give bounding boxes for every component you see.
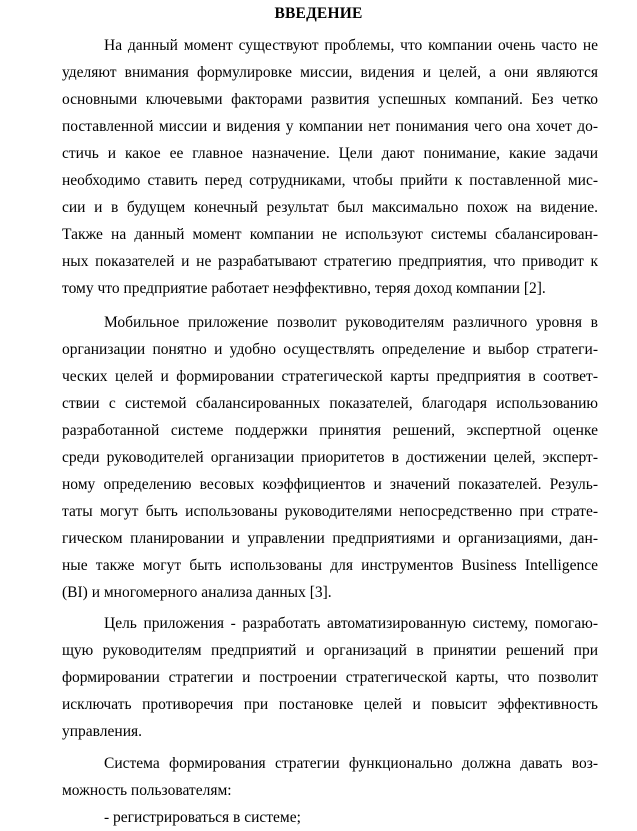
paragraph-line: ных показателей и не разрабатывают стратегию предприятия, что приводит к xyxy=(62,253,598,270)
paragraph-line: ствии с системой сбалансированных показателей, благодаря использованию xyxy=(62,395,598,412)
paragraph-line: уделяют внимания формулировке миссии, видения и целей, а они являются xyxy=(62,64,598,81)
paragraph-line: ческих целей и формировании стратегической карты предприятия в соответ- xyxy=(62,368,598,385)
paragraph-line: среди руководителей организации приоритетов в достижении целей, эксперт- xyxy=(62,449,598,466)
paragraph-line: На данный момент существуют проблемы, что компании очень часто не xyxy=(104,37,598,54)
paragraph-line: (BI) и многомерного анализа данных [3]. xyxy=(62,584,332,601)
paragraph-line: можность пользователям: xyxy=(62,782,232,799)
paragraph-line: стичь и какое ее главное назначение. Цели дают понимание, какие задачи xyxy=(62,145,598,162)
paragraph-line: поставленной миссии и видения у компании нет понимания чего она хочет до- xyxy=(62,118,598,135)
paragraph-line: необходимо ставить перед сотрудниками, чтобы прийти к поставленной мис- xyxy=(62,172,598,189)
paragraph-line: таты могут быть использованы руководителями непосредственно при страте- xyxy=(62,503,598,520)
paragraph-line: гическом планировании и управлении предприятиями и организациями, дан- xyxy=(62,530,598,547)
paragraph-line: сии и в будущем конечный результат был максимально похож на видение. xyxy=(62,199,598,216)
paragraph-line: организации понятно и удобно осуществлять определение и выбор стратеги- xyxy=(62,341,598,358)
paragraph-line: формировании стратегии и построении стратегической карты, что позволит xyxy=(62,669,598,686)
paragraph-line: Система формирования стратегии функционально должна давать воз- xyxy=(104,755,598,772)
page-title: ВВЕДЕНИЕ xyxy=(274,5,363,22)
paragraph-line: управления. xyxy=(62,723,142,740)
paragraph-line: разработанной системе поддержки принятия решений, экспертной оценке xyxy=(62,422,598,439)
paragraph-line: ные также могут быть использованы для инструментов Business Intelligence xyxy=(62,557,598,574)
paragraph-line: ному определению весовых коэффициентов и значений показателей. Резуль- xyxy=(62,476,598,493)
list-item: - регистрироваться в системе; xyxy=(104,809,301,826)
paragraph-line: основными ключевыми факторами развития успешных компаний. Без четко xyxy=(62,91,598,108)
paragraph-line: Также на данный момент компании не используют системы сбалансирован- xyxy=(62,226,598,243)
paragraph-line: щую руководителям предприятий и организаций в принятии решений при xyxy=(62,642,598,659)
paragraph-line: тому что предприятие работает неэффективно, теряя доход компании [2]. xyxy=(62,280,546,297)
paragraph-line: Цель приложения - разработать автоматизированную систему, помогаю- xyxy=(104,615,598,632)
paragraph-line: Мобильное приложение позволит руководителям различного уровня в xyxy=(104,314,598,331)
paragraph-line: исключать противоречия при постановке целей и повысит эффективность xyxy=(62,696,598,713)
